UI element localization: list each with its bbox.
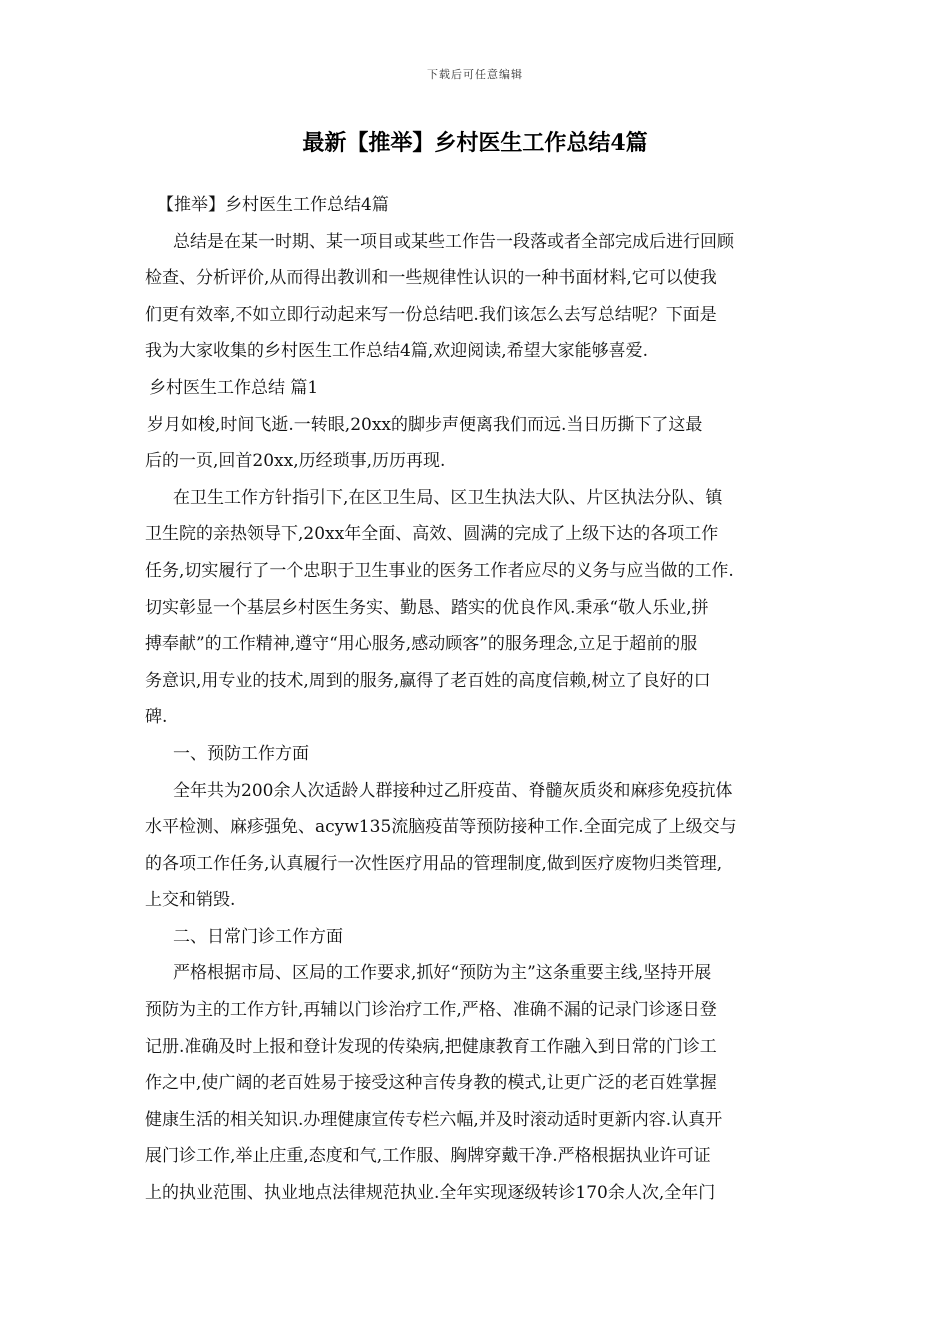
document-body (145, 187, 805, 1212)
paragraph-line: 切实彰显一个基层乡村医生务实、勤恳、踏实的优良作风.秉承“敬人乐业,拼 (145, 597, 709, 618)
paragraph-line: 卫生院的亲热领导下,20xx年全面、高效、圆满的完成了上级下达的各项工作 (145, 524, 719, 545)
paragraph-line: 碑. (145, 707, 168, 728)
paragraph-line: 的各项工作任务,认真履行一次性医疗用品的管理制度,做到医疗废物归类管理, (145, 853, 723, 874)
paragraph-line: 搏奉献”的工作精神,遵守“用心服务,感动顾客”的服务理念,立足于超前的服 (145, 634, 698, 655)
section-heading: 二、日常门诊工作方面 (173, 926, 343, 947)
paragraph-line: 水平检测、麻疹强免、acyw135流脑疫苗等预防接种工作.全面完成了上级交与 (145, 817, 737, 838)
paragraph-line: 记册.准确及时上报和登计发现的传染病,把健康教育工作融入到日常的门诊工 (145, 1036, 717, 1057)
paragraph-line: 检查、分析评价,从而得出教训和一些规律性认识的一种书面材料,它可以使我 (145, 268, 717, 289)
paragraph-line: 在卫生工作方针指引下,在区卫生局、区卫生执法大队、片区执法分队、镇 (173, 487, 723, 508)
section-heading: 乡村医生工作总结 篇1 (149, 377, 319, 398)
paragraph-line: 我为大家收集的乡村医生工作总结4篇,欢迎阅读,希望大家能够喜爱. (145, 341, 649, 362)
paragraph-line: 岁月如梭,时间飞逝.一转眼,20xx的脚步声便离我们而远.当日历撕下了这最 (147, 414, 703, 435)
paragraph-line: 任务,切实履行了一个忠职于卫生事业的医务工作者应尽的义务与应当做的工作. (145, 560, 734, 581)
paragraph-line: 总结是在某一时期、某一项目或某些工作告一段落或者全部完成后进行回顾 (173, 231, 734, 252)
section-heading: 一、预防工作方面 (173, 743, 309, 764)
paragraph-line: 们更有效率,不如立即行动起来写一份总结吧.我们该怎么去写总结呢？下面是 (145, 304, 717, 325)
header-note: 下载后可任意编辑 (427, 68, 523, 81)
paragraph-line: 健康生活的相关知识.办理健康宣传专栏六幅,并及时滚动适时更新内容.认真开 (145, 1109, 723, 1130)
paragraph-line: 作之中,使广阔的老百姓易于接受这种言传身教的模式,让更广泛的老百姓掌握 (145, 1073, 717, 1094)
paragraph-line: 务意识,用专业的技术,周到的服务,赢得了老百姓的高度信赖,树立了良好的口 (145, 670, 711, 691)
paragraph-line: 上的执业范围、执业地点法律规范执业.全年实现逐级转诊170余人次,全年门 (145, 1183, 716, 1204)
paragraph-line: 预防为主的工作方针,再辅以门诊治疗工作,严格、准确不漏的记录门诊逐日登 (145, 1000, 717, 1021)
paragraph-line: 上交和销毁. (145, 890, 236, 911)
paragraph-line: 后的一页,回首20xx,历经琐事,历历再现. (145, 451, 446, 472)
paragraph-line: 展门诊工作,举止庄重,态度和气,工作服、胸牌穿戴干净.严格根据执业许可证 (145, 1146, 711, 1167)
document-title: 最新【推举】乡村医生工作总结4篇 (302, 130, 648, 156)
paragraph-line: 严格根据市局、区局的工作要求,抓好“预防为主”这条重要主线,坚持开展 (173, 963, 712, 984)
subtitle-line: 【推举】乡村医生工作总结4篇 (157, 195, 389, 215)
paragraph-line: 全年共为200余人次适龄人群接种过乙肝疫苗、脊髓灰质炎和麻疹免疫抗体 (173, 780, 733, 801)
